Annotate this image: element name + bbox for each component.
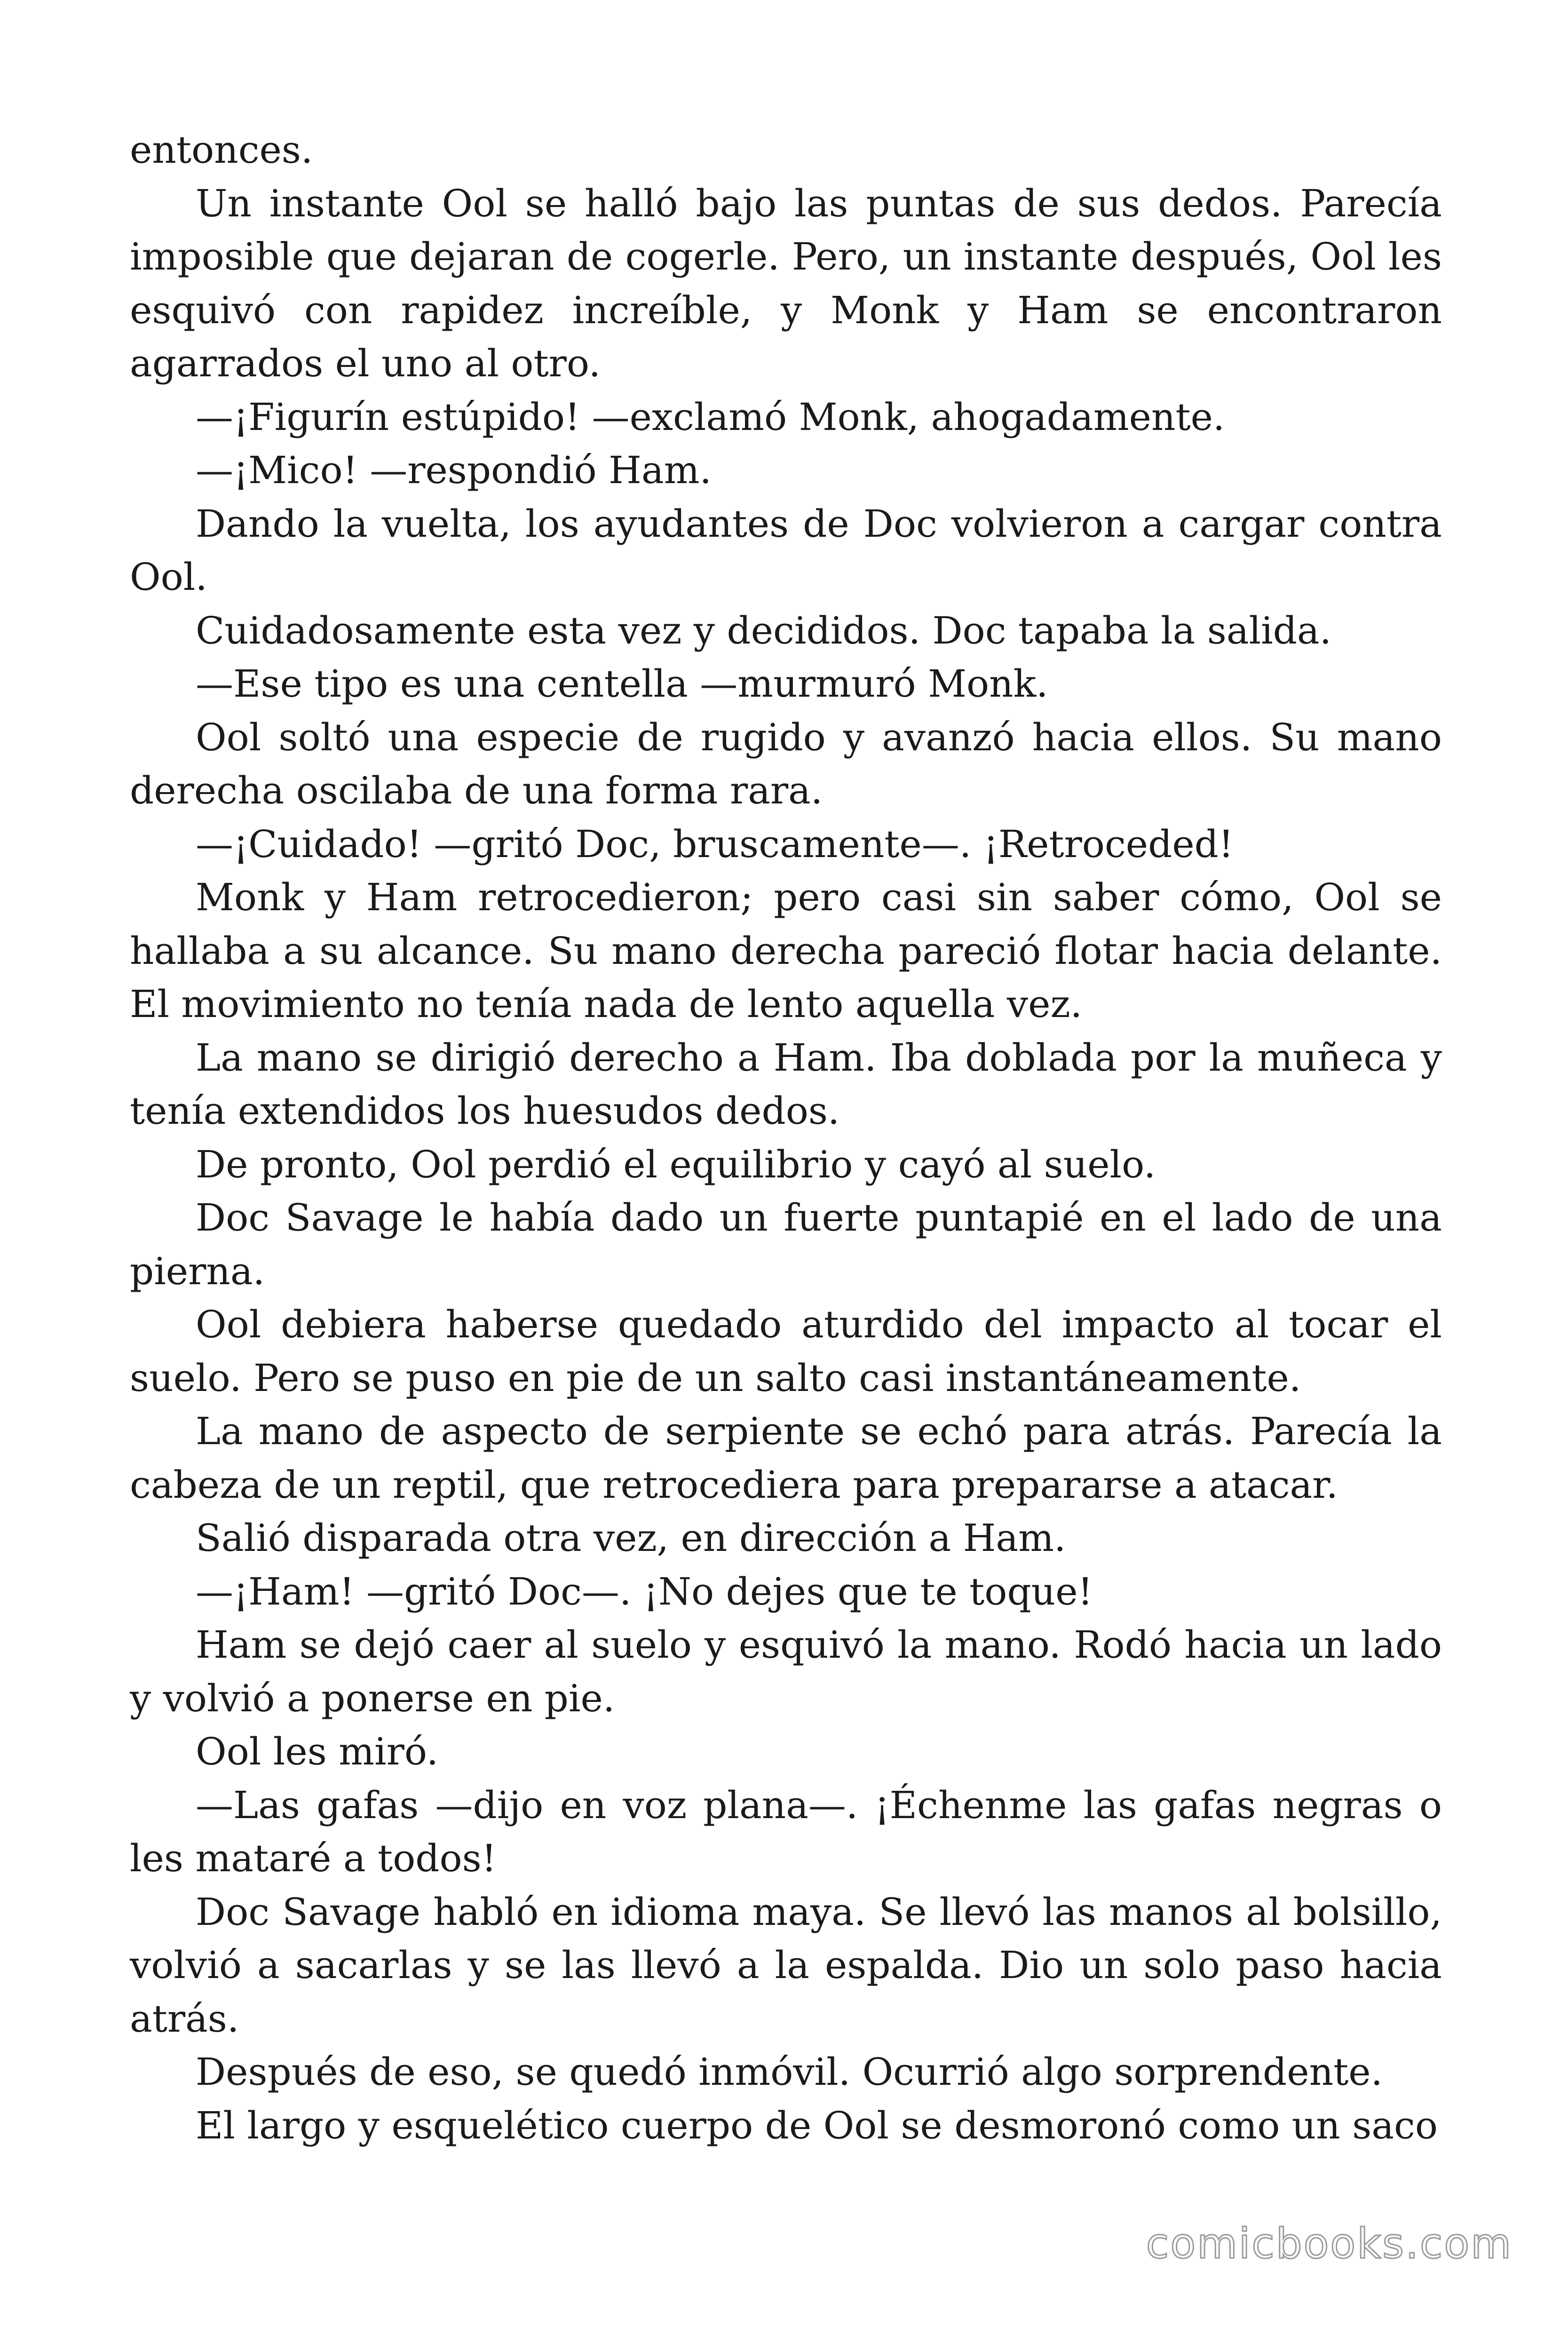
body-text <box>130 123 1442 2152</box>
paragraph: Después de eso, se quedó inmóvil. Ocurrió algo sorprendente. <box>196 2050 1383 2094</box>
paragraph: —Las gafas —dijo en voz plana—. ¡Échenme las gafas negras o les mataré a todos! <box>130 1783 1442 1880</box>
watermark-text: comicbooks.com <box>1146 2219 1513 2268</box>
paragraph: —¡Cuidado! —gritó Doc, bruscamente—. ¡Retroceded! <box>196 822 1234 866</box>
paragraph: entonces. <box>130 128 313 172</box>
paragraph: Dando la vuelta, los ayudantes de Doc volvieron a cargar contra Ool. <box>130 501 1442 599</box>
paragraph: Monk y Ham retrocedieron; pero casi sin saber cómo, Ool se hallaba a su alcance. Su mano derecha pareció flotar hacia delante. El movimiento no tenía nada de lento aquella vez. <box>130 875 1442 1026</box>
paragraph: Doc Savage le había dado un fuerte puntapié en el lado de una pierna. <box>130 1196 1442 1293</box>
paragraph: De pronto, Ool perdió el equilibrio y cayó al suelo. <box>196 1142 1156 1186</box>
paragraph: —¡Mico! —respondió Ham. <box>196 448 712 492</box>
paragraph: Ham se dejó caer al suelo y esquivó la mano. Rodó hacia un lado y volvió a ponerse en pie. <box>130 1623 1442 1720</box>
paragraph: La mano se dirigió derecho a Ham. Iba doblada por la muñeca y tenía extendidos los huesudos dedos. <box>130 1035 1442 1133</box>
paragraph: —¡Ham! —gritó Doc—. ¡No dejes que te toque! <box>196 1569 1093 1613</box>
paragraph: Doc Savage habló en idioma maya. Se llevó las manos al bolsillo, volvió a sacarlas y se las llevó a la espalda. Dio un solo paso hacia atrás. <box>130 1890 1442 2041</box>
paragraph: Ool soltó una especie de rugido y avanzó hacia ellos. Su mano derecha oscilaba de una forma rara. <box>130 715 1442 812</box>
paragraph: El largo y esquelético cuerpo de Ool se desmoronó como un saco <box>196 2103 1438 2147</box>
paragraph: —Ese tipo es una centella —murmuró Monk. <box>196 662 1048 706</box>
paragraph: Ool les miró. <box>196 1730 439 1773</box>
paragraph: Salió disparada otra vez, en dirección a Ham. <box>196 1516 1066 1560</box>
paragraph: Ool debiera haberse quedado aturdido del impacto al tocar el suelo. Pero se puso en pie de un salto casi instantáneamente. <box>130 1303 1442 1400</box>
paragraph: La mano de aspecto de serpiente se echó para atrás. Parecía la cabeza de un reptil, que retrocediera para prepararse a atacar. <box>130 1409 1442 1507</box>
paragraph: Un instante Ool se halló bajo las puntas de sus dedos. Parecía imposible que dejaran de cogerle. Pero, un instante después, Ool les esquivó con rapidez increíble, y Monk y Ham se encontraron agarrados el uno al otro. <box>130 181 1442 385</box>
paragraph: —¡Figurín estúpido! —exclamó Monk, ahogadamente. <box>196 395 1225 439</box>
paragraph: Cuidadosamente esta vez y decididos. Doc tapaba la salida. <box>196 608 1332 652</box>
